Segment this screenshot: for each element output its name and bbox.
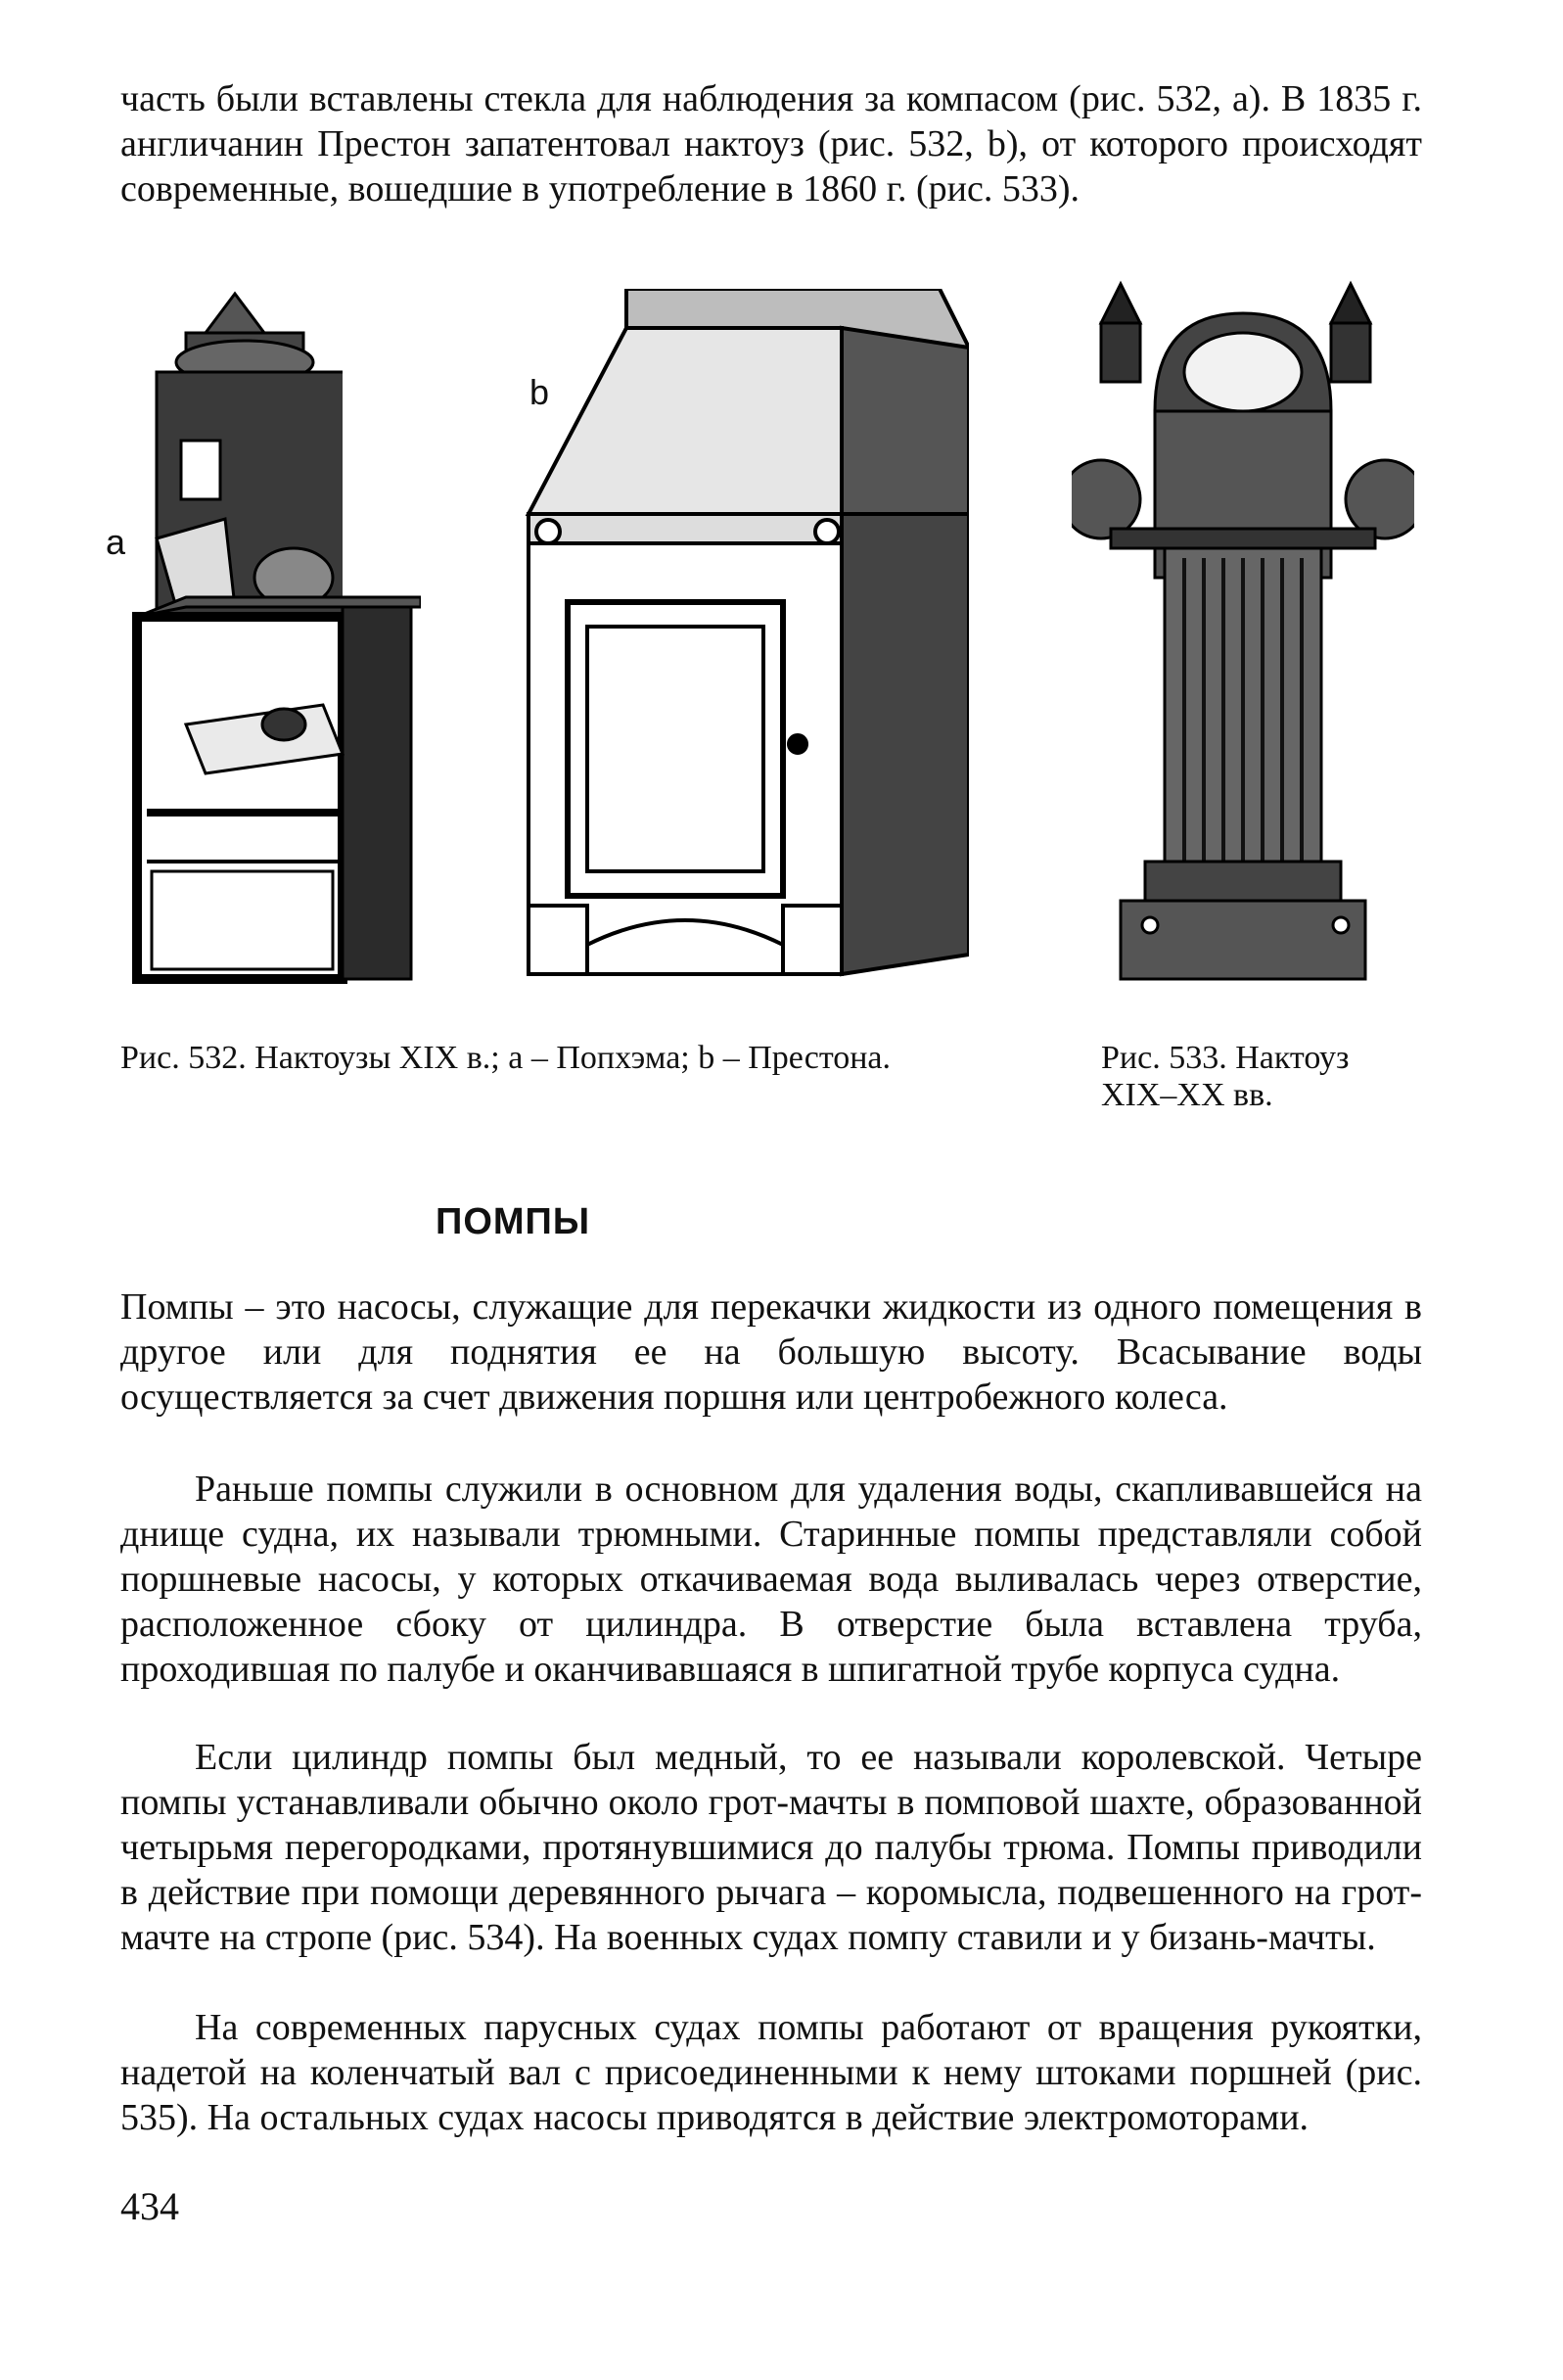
- body-paragraph-2: Раньше помпы служили в основном для удаления воды, скапливавшейся на днище судна, их называли трюмными. Старинные помпы представляли собой поршневые насосы, у которых откачиваемая вода выливалась через отверстие, расположенное сбоку от цилиндра. В отверстие была вставлена труба, проходившая по палубе и оканчивавшаяся в шпигатной трубе корпуса судна.: [120, 1469, 1422, 1690]
- figure-532a-stand: [127, 587, 421, 989]
- intro-paragraph: часть были вставлены стекла для наблюдения за компасом (рис. 532, а). В 1835 г. англичанин Престон запатентовал нактоуз (рис. 532, b), от которого происходят современные, вошедшие в употребление в 1860 г. (рис. 533).: [120, 78, 1422, 210]
- figure-533-illustration: [1072, 274, 1414, 999]
- figure-label-b: b: [529, 372, 550, 412]
- section-heading: ПОМПЫ: [436, 1201, 591, 1242]
- page-number: 434: [120, 2184, 179, 2228]
- caption-figure-532: Рис. 532. Нактоузы XIX в.; а – Попхэма; b – Престона.: [120, 1040, 892, 1076]
- body-paragraph-3: Если цилиндр помпы был медный, то ее называли королевской. Четыре помпы устанавливали обычно около грот-мачты в помповой шахте, образованной четырьмя перегородками, протянувшимися до палубы трюма. Помпы приводили в действие при помощи деревянного рычага – коромысла, подвешенного на грот-мачте на стропе (рис. 534). На военных судах помпу ставили и у бизань-мачты.: [120, 1737, 1422, 1958]
- body-paragraph-4: На современных парусных судах помпы работают от вращения рукоятки, надетой на коленчатый вал с присоединенными к нему штоками поршней (рис. 535). На остальных судах насосы приводятся в действие электромоторами.: [120, 2007, 1422, 2138]
- caption-figure-533: Рис. 533. Нактоуз XIX–XX вв.: [1101, 1040, 1350, 1113]
- body-paragraph-1: Помпы – это насосы, служащие для перекачки жидкости из одного помещения в другое или для поднятия ее на большую высоту. Всасывание воды осуществляется за счет движения поршня или центробежного колеса.: [120, 1286, 1422, 1418]
- figure-532b-illustration: [519, 289, 969, 984]
- figure-label-a: a: [106, 522, 126, 562]
